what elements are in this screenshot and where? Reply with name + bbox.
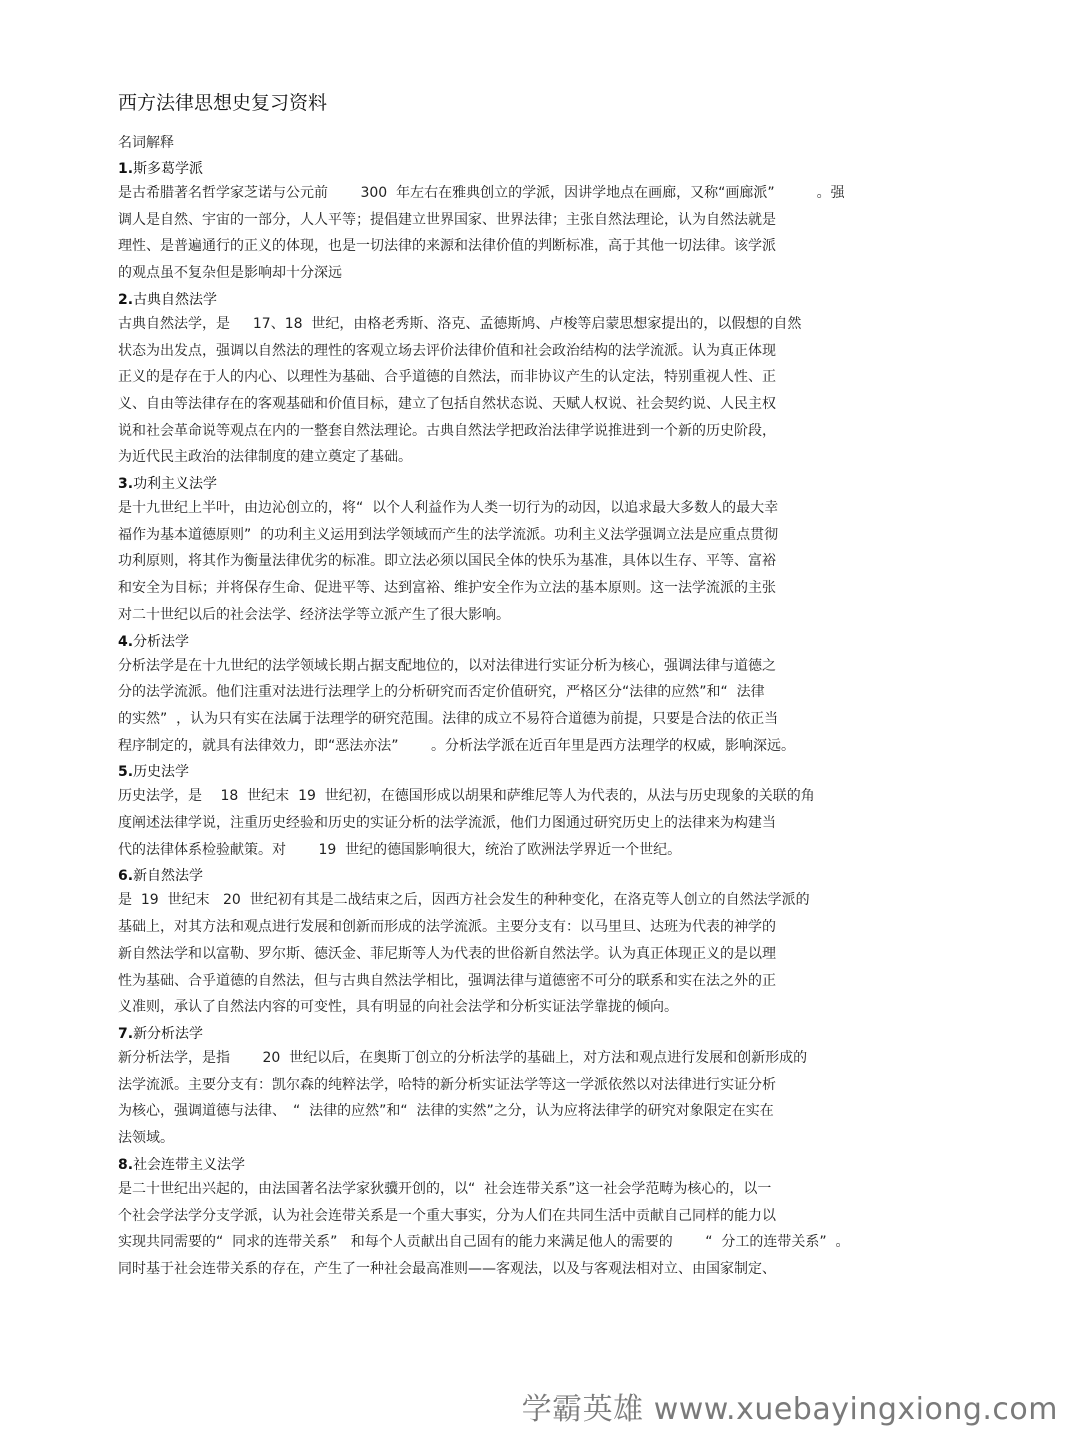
term-number: 4.: [118, 633, 134, 650]
term-title: [118, 473, 978, 495]
definition-line: 的观点虽不复杂但是影响却十分深远: [118, 265, 342, 282]
definition-line: 是 19 世纪末 20 世纪初有其是二战结束之后，因西方社会发生的种种变化，在洛克等人创立的自然法学派的: [118, 892, 810, 909]
definition-line: 历史法学，是 18 世纪末 19 世纪初，在德国形成以胡果和萨维尼等人为代表的，从法与历史现象的关联的角: [118, 788, 815, 805]
term-name: 古典自然法学: [133, 291, 218, 308]
definition-line: 新自然法学和以富勒、罗尔斯、德沃金、菲尼斯等人为代表的世俗新自然法学。认为真正体现正义的是以理: [118, 945, 776, 962]
term-definition: [118, 653, 978, 760]
term-definition: [118, 1176, 978, 1283]
term-number: 2.: [118, 291, 134, 308]
definition-line: 义、自由等法律存在的客观基础和价值目标，建立了包括自然状态说、天赋人权说、社会契约说、人民主权: [118, 395, 776, 412]
term-name: 新分析法学: [133, 1025, 204, 1042]
term-name: 历史法学: [133, 764, 190, 781]
term-number: 6.: [118, 868, 134, 885]
definition-line: 状态为出发点，强调以自然法的理性的客观立场去评价法律价值和社会政治结构的法学流派。认为真正体现: [118, 342, 776, 359]
definition-line: 是二十世纪出兴起的，由法国著名法学家狄骥开创的，以“ 社会连带关系”这一社会学范畴为核心的，以一: [118, 1180, 772, 1197]
term-definition: [118, 495, 978, 629]
definition-line: 法学流派。主要分支有：凯尔森的纯粹法学，哈特的新分析实证法学等这一学派依然以对法律进行实证分析: [118, 1076, 776, 1093]
term-number: 3.: [118, 476, 134, 493]
term-entry: [118, 289, 978, 471]
term-name: 斯多葛学派: [133, 161, 204, 177]
term-title: [118, 631, 978, 653]
definition-line: 福作为基本道德原则” 的功利主义运用到法学领域而产生的法学流派。功利主义法学强调立法是应重点贯彻: [118, 526, 779, 543]
term-title: [118, 865, 978, 887]
term-list: [118, 158, 978, 1283]
term-title: [118, 289, 978, 311]
term-entry: [118, 158, 978, 287]
term-title: [118, 158, 978, 180]
term-name: 新自然法学: [133, 868, 204, 885]
definition-line: 度阐述法律学说，注重历史经验和历史的实证分析的法学流派，他们力图通过研究历史上的法律来为构建当: [118, 815, 776, 832]
term-definition: [118, 1045, 978, 1152]
document-page: [118, 88, 978, 1283]
definition-line: 是古希腊著名哲学家芝诺与公元前 300 年左右在雅典创立的学派，因讲学地点在画廊，又称“画廊派” 。强: [118, 185, 845, 201]
definition-line: 义准则，承认了自然法内容的可变性，具有明显的向社会法学和分析实证法学靠拢的倾向。: [118, 999, 678, 1016]
term-entry: [118, 1154, 978, 1283]
term-name: 功利主义法学: [133, 476, 218, 493]
term-definition: [118, 180, 978, 287]
definition-line: 法领域。: [118, 1130, 174, 1147]
definition-line: 古典自然法学，是 17、18 世纪，由格老秀斯、洛克、孟德斯鸠、卢梭等启蒙思想家提出的，以假想的自然: [118, 315, 802, 332]
term-definition: [118, 887, 978, 1021]
definition-line: 基础上，对其方法和观点进行发展和创新而形成的法学流派。主要分支有：以马里旦、达班为代表的神学的: [118, 919, 776, 936]
term-number: 1.: [118, 161, 134, 177]
definition-line: 同时基于社会连带关系的存在，产生了一种社会最高准则——客观法，以及与客观法相对立、由国家制定、: [118, 1260, 776, 1277]
site-watermark: 学霸英雄 www.xuebayingxiong.com: [521, 1392, 1058, 1427]
term-number: 5.: [118, 764, 134, 781]
definition-line: 理性、是普遍通行的正义的体现，也是一切法律的来源和法律价值的判断标准，高于其他一切法律。该学派: [118, 238, 776, 255]
term-number: 7.: [118, 1025, 134, 1042]
term-title: [118, 1023, 978, 1045]
section-label: 名词解释: [118, 135, 174, 151]
definition-line: 是十九世纪上半叶，由边沁创立的，将“ 以个人利益作为人类一切行为的动因，以追求最大多数人的最大幸: [118, 500, 779, 517]
definition-line: 为近代民主政治的法律制度的建立奠定了基础。: [118, 449, 412, 466]
term-number: 8.: [118, 1156, 134, 1173]
term-definition: [118, 783, 978, 863]
term-title: [118, 761, 978, 783]
term-entry: [118, 761, 978, 863]
term-entry: [118, 1023, 978, 1152]
definition-line: 性为基础、合乎道德的自然法，但与古典自然法学相比，强调法律与道德密不可分的联系和实在法之外的正: [118, 972, 776, 989]
term-name: 社会连带主义法学: [133, 1156, 246, 1173]
term-name: 分析法学: [133, 633, 190, 650]
definition-line: 代的法律体系检验献策。对 19 世纪的德国影响很大，统治了欧洲法学界近一个世纪。: [118, 841, 682, 858]
definition-line: 个社会学法学分支学派，认为社会连带关系是一个重大事实，分为人们在共同生活中贡献自己同样的能力以: [118, 1207, 776, 1224]
term-entry: [118, 631, 978, 760]
term-definition: [118, 311, 978, 471]
definition-line: 调人是自然、宇宙的一部分，人人平等；提倡建立世界国家、世界法律；主张自然法理论，认为自然法就是: [118, 211, 776, 228]
definition-line: 分析法学是在十九世纪的法学领域长期占据支配地位的，以对法律进行实证分析为核心，强调法律与道德之: [118, 657, 776, 674]
definition-line: 新分析法学，是指 20 世纪以后，在奥斯丁创立的分析法学的基础上，对方法和观点进行发展和创新形成的: [118, 1049, 808, 1066]
term-title: [118, 1154, 978, 1176]
term-entry: [118, 865, 978, 1021]
definition-line: 功利原则，将其作为衡量法律优劣的标准。即立法必须以国民全体的快乐为基准，具体以生存、平等、富裕: [118, 553, 776, 570]
definition-line: 实现共同需要的“ 同求的连带关系” 和每个人贡献出自己固有的能力来满足他人的需要的 “ 分工的连带关系” 。: [118, 1234, 850, 1251]
document-title: 西方法律思想史复习资料: [118, 92, 328, 114]
definition-line: 正义的是存在于人的内心、以理性为基础、合乎道德的自然法，而非协议产生的认定法，特别重视人性、正: [118, 369, 776, 386]
term-entry: [118, 473, 978, 629]
definition-line: 对二十世纪以后的社会法学、经济法学等立派产生了很大影响。: [118, 606, 510, 623]
definition-line: 的实然” ，认为只有实在法属于法理学的研究范围。法律的成立不易符合道德为前提，只要是合法的依正当: [118, 710, 779, 727]
definition-line: 为核心，强调道德与法律、 “ 法律的应然”和“ 法律的实然”之分，认为应将法律学的研究对象限定在实在: [118, 1103, 774, 1120]
definition-line: 分的法学流派。他们注重对法进行法理学上的分析研究而否定价值研究，严格区分“法律的应然”和“ 法律: [118, 684, 765, 701]
definition-line: 说和社会革命说等观点在内的一整套自然法理论。古典自然法学把政治法律学说推进到一个新的历史阶段，: [118, 422, 776, 439]
definition-line: 程序制定的，就具有法律效力，即“恶法亦法” 。分析法学派在近百年里是西方法理学的权威，影响深远。: [118, 737, 795, 754]
definition-line: 和安全为目标；并将保存生命、促进平等、达到富裕、维护安全作为立法的基本原则。这一法学流派的主张: [118, 580, 776, 597]
